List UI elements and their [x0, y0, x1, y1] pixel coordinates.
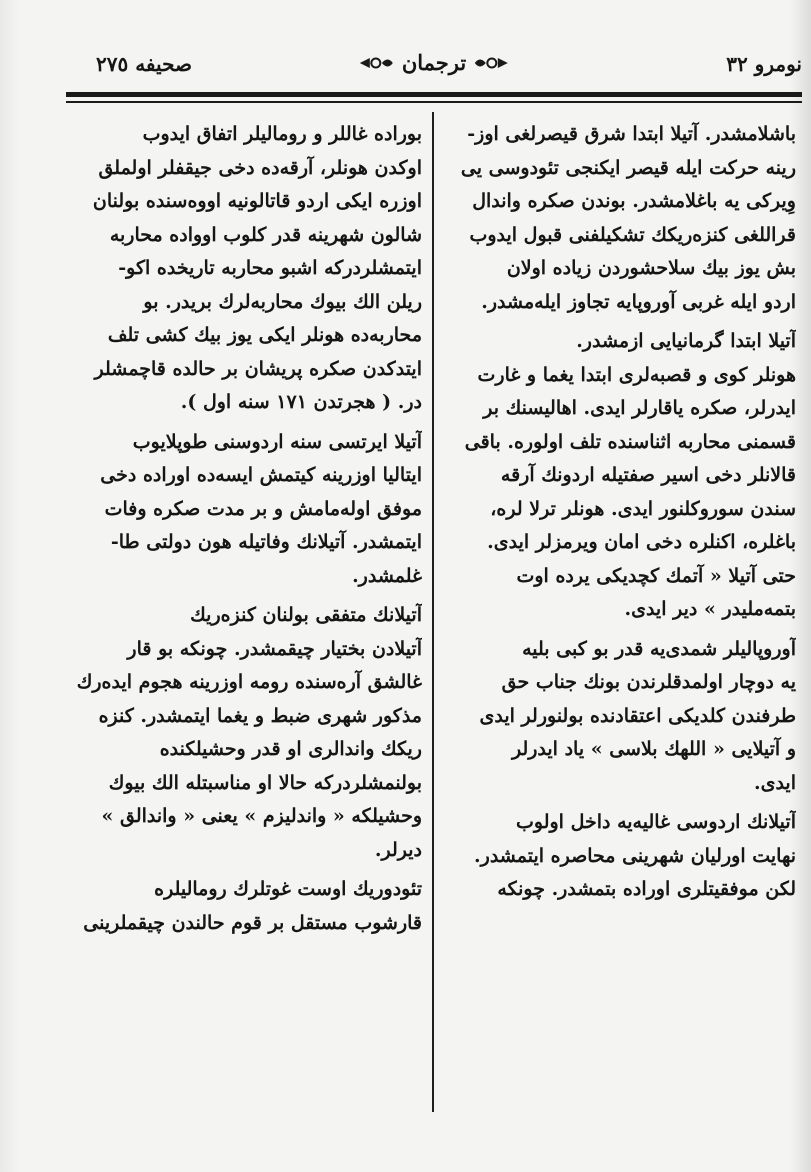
text-line: ايتدكدن صكره پريشان بر حالده قاچمشلر: [94, 357, 422, 380]
text-line: سندن سوروكلنور ايدى. هونلر ترلا لره،: [490, 497, 796, 520]
text-line: باغلره، اكنلره دخى امان ويرمزلر ايدى.: [487, 531, 796, 553]
text-line: باشلامشدر. آتيلا ابتدا شرق قيصرلغى اوز-: [467, 123, 796, 145]
text-line: غلمشدر.: [352, 564, 422, 587]
text-line: آتيلادن بختيار چيقمشدر. چونكه بو قار: [127, 637, 422, 660]
text-line: تئودوريك اوست غوتلرك روماليلره: [154, 878, 422, 900]
text-line: بتمه‌مليدر » دير ايدى.: [624, 598, 796, 620]
page-header: [66, 50, 802, 86]
text-line: وحشيلكه « واندليزم » يعنى « واندالق »: [101, 805, 422, 827]
text-line: غالشق آره‌سنده رومه اوزرينه هجوم ايده‌رك: [76, 671, 422, 693]
masthead-title: ترجمان: [401, 50, 467, 75]
text-line: ايدى.: [753, 771, 796, 794]
text-column-right: [444, 118, 796, 907]
text-line: موفق اوله‌مامش و بر مدت صكره وفات: [104, 497, 422, 520]
text-line: آتيلا ابتدا گرمانيايى ازمشدر.: [576, 330, 796, 352]
header-rule-thick: [66, 92, 802, 97]
text-column-left: [66, 118, 422, 940]
text-line: و آتيلايى « اللهك بلاسى » ياد ايدرلر: [511, 738, 796, 760]
text-line: يه دوچار اولمدقلرندن بونك جناب حق: [501, 671, 796, 693]
text-line: طرفندن كلديكى اعتقادنده بولنورلر ايدى: [479, 704, 796, 727]
text-line: ايتمشدر. آتيلانك وفاتيله هون دولتى طا-: [110, 531, 422, 553]
text-line: ايتاليا اوزرينه كيتمش ايسه‌ده اوراده دخى: [100, 464, 422, 486]
header-rule-thin: [66, 101, 802, 103]
text-line: ريلن الك بيوك محاربه‌لرك بريدر. بو: [143, 290, 422, 313]
ornament-right-icon: [474, 54, 510, 72]
text-line: مذكور شهرى ضبط و يغما ايتمشدر. كنزه: [98, 704, 422, 727]
text-line: رينه حركت ايله قيصر ايكنجى تئودوسى يى: [460, 156, 796, 179]
issue-number: نومرو ٣٢: [726, 52, 802, 76]
text-line: آوروپاليلر شمدى‌يه قدر بو كبى بليه: [522, 637, 796, 660]
text-line: در. ( هجرتدن ١٧١ سنه اول ).: [180, 391, 422, 413]
text-line: آتيلانك اردوسى غاليه‌يه داخل اولوب: [516, 811, 796, 833]
masthead: [358, 50, 510, 75]
text-line: قارشوب مستقل بر قوم حالندن چيقملرينى: [83, 911, 422, 934]
text-line: ريكك واندالرى او قدر وحشيلكنده: [159, 738, 422, 760]
text-line: محاربه‌ده هونلر ايكى يوز بيك كشى تلف: [107, 324, 422, 346]
text-line: قراللغى كنزه‌ريكك تشكيلفنى قبول ايدوب: [469, 223, 796, 246]
text-line: شالون شهرينه قدر كلوب اوواده محاربه: [109, 223, 422, 246]
text-line: بش يوز بيك سلاحشوردن زياده اولان: [506, 257, 796, 279]
text-line: قسمنى محاربه اثناسنده تلف اولوره. باقى: [464, 430, 796, 453]
text-line: اوزره ايكى اردو قاتالونيه اووه‌سنده بولنان: [92, 190, 422, 212]
text-line: بوراده غاللر و روماليلر اتفاق ايدوب: [142, 123, 422, 145]
text-line: هونلر كوى و قصبه‌لرى ابتدا يغما و غارت: [477, 363, 796, 386]
text-line: ديرلر.: [374, 838, 422, 861]
text-line: اردو ايله غربى آوروپايه تجاوز ايله‌مشدر.: [481, 290, 796, 313]
ornament-left-icon: [358, 54, 394, 72]
text-line: لكن موفقيتلرى اوراده بتمشدر. چونكه: [497, 878, 796, 900]
text-line: اوكدن هونلر، آرقه‌ده دخى جيقفلر اولملق: [98, 156, 422, 179]
text-line: آتيلا ايرتسى سنه اردوسنى طوپلايوب: [132, 430, 422, 453]
text-line: قالانلر دخى اسير صفتيله اردونك آرقه: [500, 464, 796, 486]
text-line: آتيلانك متفقى بولنان كنزه‌ريك: [190, 604, 422, 626]
page-number: صحيفه ٢٧٥: [96, 52, 192, 76]
text-line: وِيركى يه باغلامشدر. بوندن صكره واندال: [472, 190, 796, 212]
text-line: حتى آتيلا « آتمك كچديكى يرده اوت: [516, 564, 796, 587]
text-line: بولنمشلردركه حالا او مناسبتله الك بيوك: [108, 771, 422, 794]
text-line: ايتمشلردركه اشبو محاربه تاريخده اكو-: [118, 257, 422, 279]
column-divider: [432, 112, 434, 1112]
text-line: نهايت اورليان شهرينى محاصره ايتمشدر.: [474, 844, 796, 867]
text-line: ايدرلر، صكره ياقارلر ايدى. اهاليسنك بر: [483, 397, 796, 419]
